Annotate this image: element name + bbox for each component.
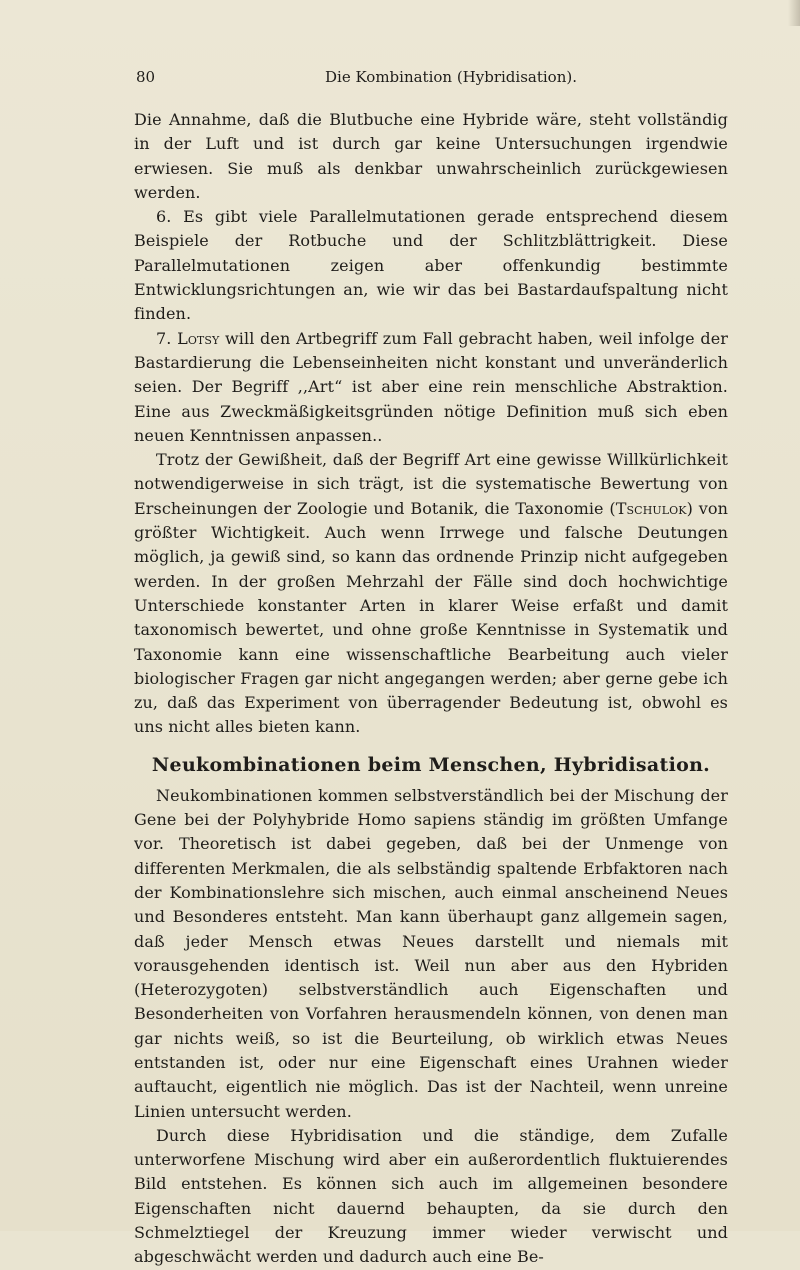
paragraph-neukombinationen: Neukombinationen kommen selbstverständlich bei der Mischung der Gene bei der Polyhybride Homo sapiens ständig im größten Umfange vor. Theoretisch ist dabei gegeben, daß bei der Unmenge von differenten Merkmalen, die als selbständig spaltende Erbfaktoren nach der Kombinationslehre sich mischen, auch einmal anscheinend Neues und Besonderes entsteht. Man kann überhaupt ganz allgemein sagen, daß jeder Mensch etwas Neues darstellt und niemals mit vorausgehenden identisch ist. Weil nun aber aus den Hybriden (Heterozygoten) selbstverständlich auch Eigenschaften und Besonderheiten von Vorfahren herausmendeln können, von denen man gar nichts weiß, so ist die Beurteilung, ob wirklich etwas Neues entstanden ist, oder nur eine Eigenschaft eines Urahnen wieder auftaucht, eigentlich nie möglich. Das ist der Nachteil, wenn unreine Linien untersucht werden. (134, 785, 728, 1121)
paragraph-taxonomie (134, 448, 728, 740)
paragraph-hybridisation: Durch diese Hybridisation und die ständige, dem Zufalle unterworfene Mischung wird aber ein außerordentlich fluktuierendes Bild entstehen. Es können sich auch im allgemeinen besondere Eigenschaften nicht dauernd behaupten, da sie durch den Schmelztiegel der Kreuzung immer wieder verwischt und abgeschwächt werden und dadurch auch eine Be- (134, 1125, 728, 1267)
point-7-text: will den Artbegriff zum Fall gebracht haben, weil infolge der Bastardierung die Lebenseinheiten nicht konstant und unveränderlich seien. Der Begriff ,,Art“ ist aber eine rein menschliche Abstraktion. Eine aus Zweckmäßigkeitsgründen nötige Definition muß sich eben neuen Kenntnissen anpassen.. (134, 328, 729, 445)
author-name-tschulok: Tschulok (615, 498, 687, 518)
page-header (136, 68, 726, 92)
page-body (134, 108, 728, 1270)
taxonomie-text-rest: ) von größter Wichtigkeit. Auch wenn Irrwege und falsche Deutungen möglich, ja gewiß sind, so kann das ordnende Prinzip nicht aufgegeben werden. In der großen Mehrzahl der Fälle sind doch hochwichtige Unterschiede konstanter Arten in klarer Weise erfaßt und damit taxonomisch bewertet, und ohne große Kenntnisse in Systematik und Taxonomie kann eine wissenschaftliche Bearbeitung auch vieler biologischer Fragen gar nicht angegangen werden; aber gerne gebe ich zu, daß das Experiment von überragender Bedeutung ist, obwohl es uns nicht alles bieten kann. (134, 498, 728, 737)
point-7-number: 7. (156, 328, 178, 348)
section-heading: Neukombinationen beim Menschen, Hybridisation. (151, 753, 711, 776)
page-number: 80 (136, 68, 156, 86)
paragraph-blutbuche: Die Annahme, daß die Blutbuche eine Hybride wäre, steht vollständig in der Luft und ist durch gar keine Untersuchungen irgendwie erwiesen. Sie muß als denkbar unwahrscheinlich zurückgewiesen werden. (134, 110, 728, 202)
running-title: Die Kombination (Hybridisation). (325, 68, 577, 86)
paragraph-point-6: 6. Es gibt viele Parallelmutationen gerade entsprechend diesem Beispiele der Rotbuche und der Schlitzblättrigkeit. Diese Parallelmutationen zeigen aber offenkundig bestimmte Entwicklungsrichtungen an, wie wir das bei Bastardaufspaltung nicht finden. (134, 207, 728, 324)
paragraph-point-7 (134, 327, 728, 448)
scan-edge-shadow (788, 0, 800, 26)
author-name-lotsy: Lotsy (177, 328, 220, 348)
taxonomie-text-start: Trotz der Gewißheit, daß der Begriff Art eine gewisse Willkürlichkeit notwendigerweise in sich trägt, ist die systematische Bewertung von Erscheinungen der Zoologie und Botanik, die Taxonomie ( (134, 450, 728, 518)
